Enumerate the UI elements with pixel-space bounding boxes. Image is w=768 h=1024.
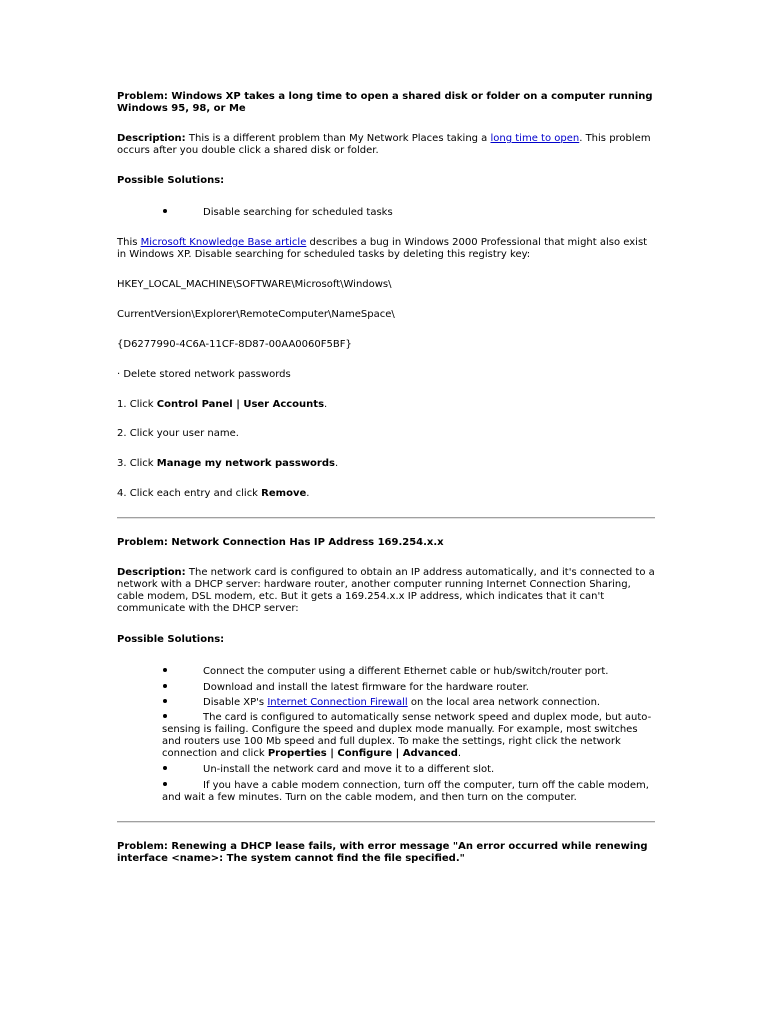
registry-line-3: {D6277990-4C6A-11CF-8D87-00AA0060F5BF} xyxy=(117,339,352,350)
step-3 xyxy=(117,458,657,470)
step-text: . xyxy=(324,399,328,410)
problem-heading-3 xyxy=(117,841,657,865)
kb-paragraph xyxy=(117,237,657,261)
description-text: The network card is configured to obtain an IP address automatically, and it's connected to a network with a DHCP server: hardware router, another computer running Internet Connection Sharing, cable modem, DSL modem, etc. But it gets a 169.254.x.x IP address, which indicates that it can't communicate with the DHCP server: xyxy=(117,567,655,614)
list-item-text: Un-install the network card and move it to a different slot. xyxy=(203,764,495,775)
step-2: 2. Click your user name. xyxy=(117,428,239,439)
description-2 xyxy=(117,567,657,615)
list-item-text: Disable XP's xyxy=(203,697,265,708)
description-text: This is a different problem than My Network Places taking a xyxy=(188,133,488,144)
problem-text: Windows XP takes a long time to open a shared disk or folder on a computer running Windows 95, 98, or Me xyxy=(117,91,653,114)
step-text: 3. Click xyxy=(117,458,154,469)
list-item xyxy=(162,697,656,709)
list-item xyxy=(162,764,656,776)
step-bold: Manage my network passwords xyxy=(156,458,335,469)
list-item-text: Connect the computer using a different Ethernet cable or hub/switch/router port. xyxy=(203,666,609,677)
problem-label: Problem: xyxy=(117,841,168,852)
list-item-text: Download and install the latest firmware for the hardware router. xyxy=(203,682,529,693)
description-1 xyxy=(117,133,657,157)
list-item-text: The card is configured to automatically sense network speed and duplex mode, but auto-sensing is failing. Configure the speed and duplex mode manually. For example, most switches and routers use 100 Mb speed and full duplex. To make the settings, right click the network connection and click xyxy=(162,712,652,759)
step-bold: Remove xyxy=(261,488,307,499)
list-item xyxy=(162,207,656,219)
possible-solutions-heading-2: Possible Solutions: xyxy=(117,634,225,645)
step-1 xyxy=(117,399,657,411)
divider xyxy=(117,517,655,519)
registry-line-2: CurrentVersion\Explorer\RemoteComputer\NameSpace\ xyxy=(117,309,395,320)
bullet-icon xyxy=(162,780,203,792)
bullet-icon xyxy=(162,712,203,724)
bullet-icon xyxy=(162,207,203,219)
description-text-cont: . This problem occurs after you double click a shared disk or folder. xyxy=(117,133,651,156)
step-bold: Control Panel | User Accounts xyxy=(156,399,325,410)
long-time-to-open-link[interactable]: long time to open xyxy=(490,133,580,144)
problem-heading-2 xyxy=(117,537,657,549)
problem-heading-1 xyxy=(117,91,657,115)
step-text: . xyxy=(306,488,310,499)
description-label: Description: xyxy=(117,133,186,144)
list-item xyxy=(162,712,656,760)
list-item xyxy=(162,780,656,804)
list-item-bold: Properties | Configure | Advanced xyxy=(267,748,458,759)
description-label: Description: xyxy=(117,567,186,578)
list-item-text: . xyxy=(457,748,462,759)
list-item-text: Disable searching for scheduled tasks xyxy=(203,207,393,218)
step-text: . xyxy=(334,458,339,469)
knowledge-base-link[interactable]: Microsoft Knowledge Base article xyxy=(140,237,307,248)
internet-connection-firewall-link[interactable]: Internet Connection Firewall xyxy=(267,697,408,708)
kb-text: This xyxy=(117,237,138,248)
kb-text-cont: describes a bug in Windows 2000 Professional that might also exist in Windows XP. Disable searching for scheduled tasks by deleting this registry key: xyxy=(117,237,648,260)
problem-text: Renewing a DHCP lease fails, with error message "An error occurred while renewing interface <name>: The system cannot find the file specified." xyxy=(117,841,648,864)
bullet-icon xyxy=(162,697,203,709)
problem-label: Problem: xyxy=(117,537,168,548)
step-4 xyxy=(117,488,657,500)
registry-line-1: HKEY_LOCAL_MACHINE\SOFTWARE\Microsoft\Windows\ xyxy=(117,279,392,290)
list-item xyxy=(162,666,656,678)
possible-solutions-heading-1: Possible Solutions: xyxy=(117,175,225,186)
list-item xyxy=(162,682,656,694)
divider xyxy=(117,821,655,823)
problem-text: Network Connection Has IP Address 169.254.x.x xyxy=(171,537,444,548)
list-item-text: on the local area network connection. xyxy=(410,697,601,708)
step-text: 1. Click xyxy=(117,399,154,410)
bullet-icon xyxy=(162,764,203,776)
problem-label: Problem: xyxy=(117,91,168,102)
bullet-icon xyxy=(162,666,203,678)
list-item-text: If you have a cable modem connection, turn off the computer, turn off the cable modem, and wait a few minutes. Turn on the cable modem, and then turn on the computer. xyxy=(162,780,649,803)
delete-passwords-heading: · Delete stored network passwords xyxy=(117,369,291,380)
bullet-icon xyxy=(162,682,203,694)
step-text: 4. Click each entry and click xyxy=(117,488,258,499)
